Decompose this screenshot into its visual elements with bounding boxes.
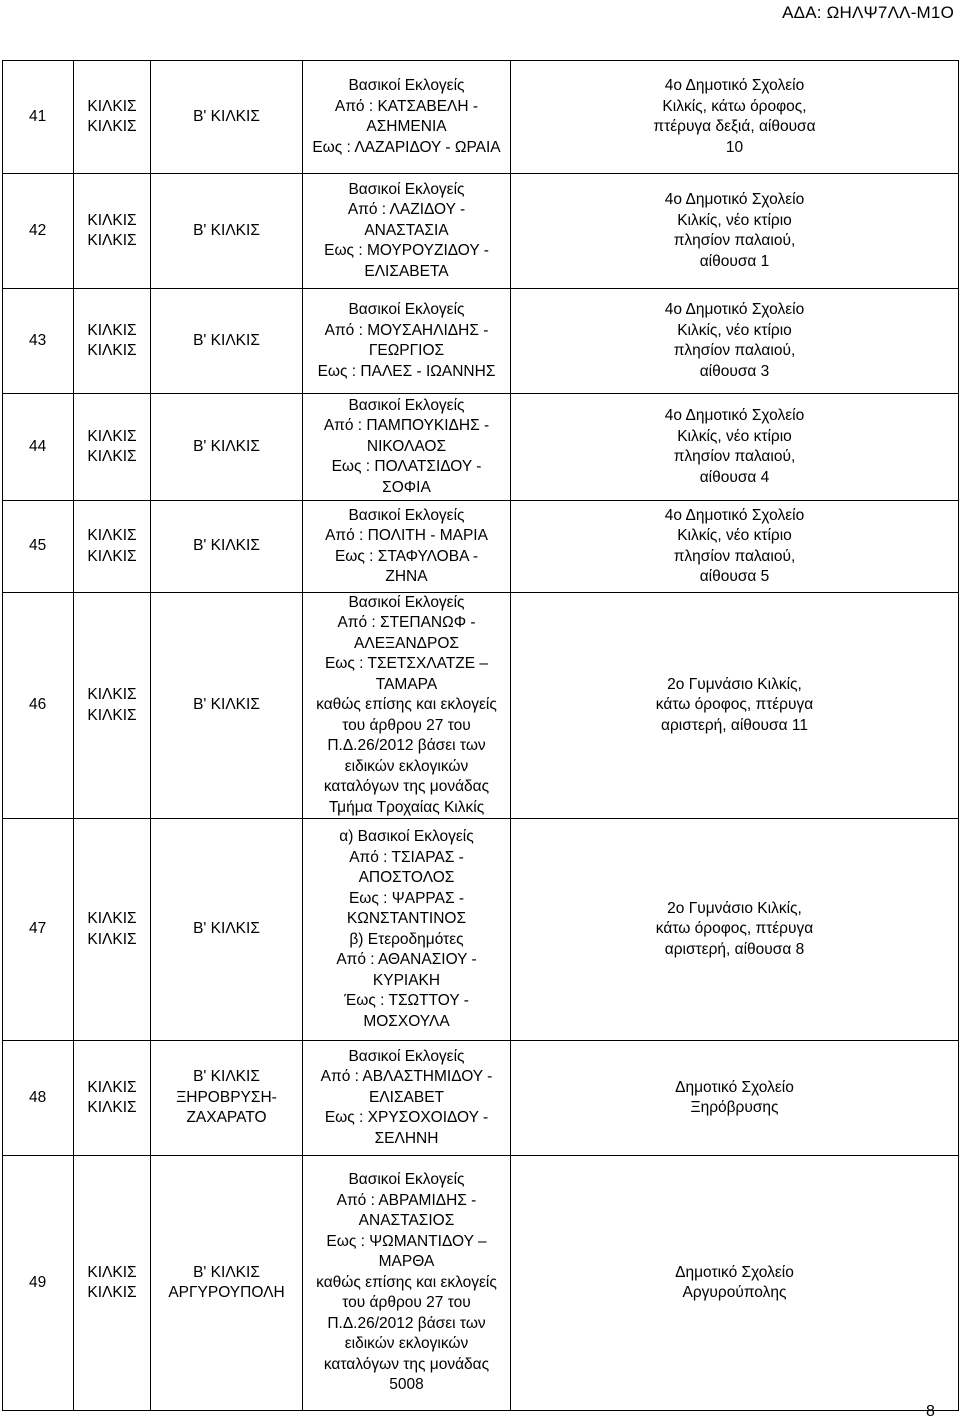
station-number-text: 48	[29, 1088, 47, 1106]
voters-range-cell	[303, 174, 510, 288]
municipality-cell	[74, 61, 150, 173]
district-text: Β' ΚΙΛΚΙΣ	[193, 920, 260, 938]
location-cell	[511, 1041, 958, 1155]
municipality-text: ΚΙΛΚΙΣ ΚΙΛΚΙΣ	[87, 1263, 137, 1301]
location-text: 4ο Δημοτικό Σχολείο Κιλκίς, νέο κτίριο πλησίον παλαιού, αίθουσα 4	[664, 407, 805, 486]
voters-range-text: Βασικοί Εκλογείς Από : ΠΑΜΠΟΥΚΙΔΗΣ - ΝΙΚΟΛΑΟΣ Εως : ΠΟΛΑΤΣΙΔΟΥ - ΣΟΦΙΑ	[323, 396, 490, 496]
location-text: 4ο Δημοτικό Σχολείο Κιλκίς, νέο κτίριο πλησίον παλαιού, αίθουσα 5	[664, 506, 805, 585]
municipality-cell	[74, 1041, 150, 1155]
voters-range-cell	[303, 1156, 510, 1410]
location-cell	[511, 501, 958, 592]
ada-code: ΑΔΑ: ΩΗΛΨ7ΛΛ-Μ1Ο	[782, 3, 954, 22]
voters-range-cell	[303, 289, 510, 393]
voters-range-cell	[303, 593, 510, 818]
station-number-cell	[3, 394, 73, 500]
station-number-cell	[3, 501, 73, 592]
voters-range-cell	[303, 61, 510, 173]
location-cell	[511, 593, 958, 818]
location-cell	[511, 174, 958, 288]
voters-range-text: Βασικοί Εκλογείς Από : ΑΒΡΑΜΙΔΗΣ - ΑΝΑΣΤΑΣΙΟΣ Εως : ΨΩΜΑΝΤΙΔΟΥ – ΜΑΡΘΑ καθώς επίσης και εκλογείς του άρθρου 27 του Π.Δ.26/2012 βάσει των ειδικών εκλογικών καταλόγων της μονάδας 5008	[316, 1171, 497, 1394]
municipality-text: ΚΙΛΚΙΣ ΚΙΛΚΙΣ	[87, 211, 137, 249]
station-number-cell	[3, 174, 73, 288]
district-cell	[151, 394, 302, 500]
voters-range-text: Βασικοί Εκλογείς Από : ΜΟΥΣΑΗΛΙΔΗΣ - ΓΕΩΡΓΙΟΣ Εως : ΠΑΛΕΣ - ΙΩΑΝΝΗΣ	[317, 301, 496, 380]
district-text: Β' ΚΙΛΚΙΣ ΞΗΡΟΒΡΥΣΗ- ΖΑΧΑΡΑΤΟ	[176, 1068, 277, 1127]
voters-range-text: Βασικοί Εκλογείς Από : ΣΤΕΠΑΝΩΦ - ΑΛΕΞΑΝΔΡΟΣ Εως : ΤΣΕΤΣΧΛΑΤΖΕ – ΤΑΜΑΡΑ καθώς επίσης και εκλογείς του άρθρου 27 του Π.Δ.26/2012 βάσει των ειδικών εκλογικών καταλόγων της μονάδας Τμήμα Τροχαίας Κιλκίς	[316, 593, 497, 816]
station-number-text: 44	[29, 437, 47, 455]
district-text: Β' ΚΙΛΚΙΣ	[193, 107, 260, 125]
table-rule	[2, 1410, 959, 1411]
municipality-cell	[74, 593, 150, 818]
municipality-cell	[74, 1156, 150, 1410]
location-cell	[511, 1156, 958, 1410]
municipality-text: ΚΙΛΚΙΣ ΚΙΛΚΙΣ	[87, 427, 137, 465]
location-cell	[511, 61, 958, 173]
station-number-text: 43	[29, 331, 47, 349]
voters-range-text: α) Βασικοί Εκλογείς Από : ΤΣΙΑΡΑΣ - ΑΠΟΣΤΟΛΟΣ Εως : ΨΑΡΡΑΣ - ΚΩΝΣΤΑΝΤΙΝΟΣ β) Ετεροδημότες Από : ΑΘΑΝΑΣΙΟΥ - ΚΥΡΙΑΚΗ Έως : ΤΣΩΤΤΟΥ - ΜΟΣΧΟΥΛΑ	[336, 828, 477, 1030]
district-text: Β' ΚΙΛΚΙΣ	[193, 331, 260, 349]
station-number-text: 45	[29, 537, 47, 555]
district-cell	[151, 1041, 302, 1155]
district-cell	[151, 61, 302, 173]
municipality-cell	[74, 394, 150, 500]
station-number-text: 42	[29, 221, 47, 239]
station-number-cell	[3, 1156, 73, 1410]
district-text: Β' ΚΙΛΚΙΣ	[193, 696, 260, 714]
municipality-text: ΚΙΛΚΙΣ ΚΙΛΚΙΣ	[87, 1078, 137, 1116]
municipality-text: ΚΙΛΚΙΣ ΚΙΛΚΙΣ	[87, 686, 137, 724]
district-cell	[151, 174, 302, 288]
voters-range-text: Βασικοί Εκλογείς Από : ΛΑΖΙΔΟΥ - ΑΝΑΣΤΑΣΙΑ Εως : ΜΟΥΡΟΥΖΙΔΟΥ - ΕΛΙΣΑΒΕΤΑ	[324, 180, 489, 280]
station-number-cell	[3, 289, 73, 393]
voters-range-text: Βασικοί Εκλογείς Από : ΠΟΛΙΤΗ - ΜΑΡΙΑ Εως : ΣΤΑΦΥΛΟΒΑ - ΖΗΝΑ	[325, 506, 488, 585]
location-text: 4ο Δημοτικό Σχολείο Κιλκίς, κάτω όροφος, πτέρυγα δεξιά, αίθουσα 10	[653, 77, 816, 156]
station-number-cell	[3, 819, 73, 1040]
location-cell	[511, 394, 958, 500]
voters-range-text: Βασικοί Εκλογείς Από : ΚΑΤΣΑΒΕΛΗ - ΑΣΗΜΕΝΙΑ Εως : ΛΑΖΑΡΙΔΟΥ - ΩΡΑΙΑ	[312, 77, 501, 156]
district-cell	[151, 819, 302, 1040]
voters-range-cell	[303, 394, 510, 500]
municipality-cell	[74, 501, 150, 592]
district-cell	[151, 289, 302, 393]
municipality-text: ΚΙΛΚΙΣ ΚΙΛΚΙΣ	[87, 97, 137, 135]
district-cell	[151, 501, 302, 592]
municipality-cell	[74, 819, 150, 1040]
location-cell	[511, 289, 958, 393]
district-cell	[151, 1156, 302, 1410]
station-number-text: 41	[29, 107, 47, 125]
table-rule	[958, 60, 959, 1411]
voters-range-text: Βασικοί Εκλογείς Από : ΑΒΛΑΣΤΗΜΙΔΟΥ - ΕΛΙΣΑΒΕΤ Εως : ΧΡΥΣΟΧΟΙΔΟΥ - ΣΕΛΗΝΗ	[320, 1047, 493, 1147]
station-number-cell	[3, 61, 73, 173]
location-text: Δημοτικό Σχολείο Ξηρόβρυσης	[675, 1078, 794, 1116]
district-text: Β' ΚΙΛΚΙΣ ΑΡΓΥΡΟΥΠΟΛΗ	[168, 1263, 285, 1301]
station-number-cell	[3, 593, 73, 818]
municipality-text: ΚΙΛΚΙΣ ΚΙΛΚΙΣ	[87, 910, 137, 948]
district-text: Β' ΚΙΛΚΙΣ	[193, 537, 260, 555]
municipality-cell	[74, 289, 150, 393]
district-text: Β' ΚΙΛΚΙΣ	[193, 437, 260, 455]
location-cell	[511, 819, 958, 1040]
location-text: 2ο Γυμνάσιο Κιλκίς, κάτω όροφος, πτέρυγα αριστερή, αίθουσα 11	[655, 675, 814, 734]
station-number-text: 46	[29, 696, 47, 714]
location-text: 4ο Δημοτικό Σχολείο Κιλκίς, νέο κτίριο πλησίον παλαιού, αίθουσα 1	[664, 191, 805, 270]
station-number-text: 49	[29, 1273, 47, 1291]
voters-range-cell	[303, 1041, 510, 1155]
location-text: Δημοτικό Σχολείο Αργυρούπολης	[675, 1263, 794, 1301]
station-number-text: 47	[29, 920, 47, 938]
location-text: 4ο Δημοτικό Σχολείο Κιλκίς, νέο κτίριο πλησίον παλαιού, αίθουσα 3	[664, 301, 805, 380]
municipality-text: ΚΙΛΚΙΣ ΚΙΛΚΙΣ	[87, 321, 137, 359]
voters-range-cell	[303, 819, 510, 1040]
location-text: 2ο Γυμνάσιο Κιλκίς, κάτω όροφος, πτέρυγα αριστερή, αίθουσα 8	[655, 899, 814, 958]
district-cell	[151, 593, 302, 818]
district-text: Β' ΚΙΛΚΙΣ	[193, 221, 260, 239]
page-number: 8	[926, 1403, 935, 1420]
voters-range-cell	[303, 501, 510, 592]
station-number-cell	[3, 1041, 73, 1155]
municipality-text: ΚΙΛΚΙΣ ΚΙΛΚΙΣ	[87, 527, 137, 565]
municipality-cell	[74, 174, 150, 288]
